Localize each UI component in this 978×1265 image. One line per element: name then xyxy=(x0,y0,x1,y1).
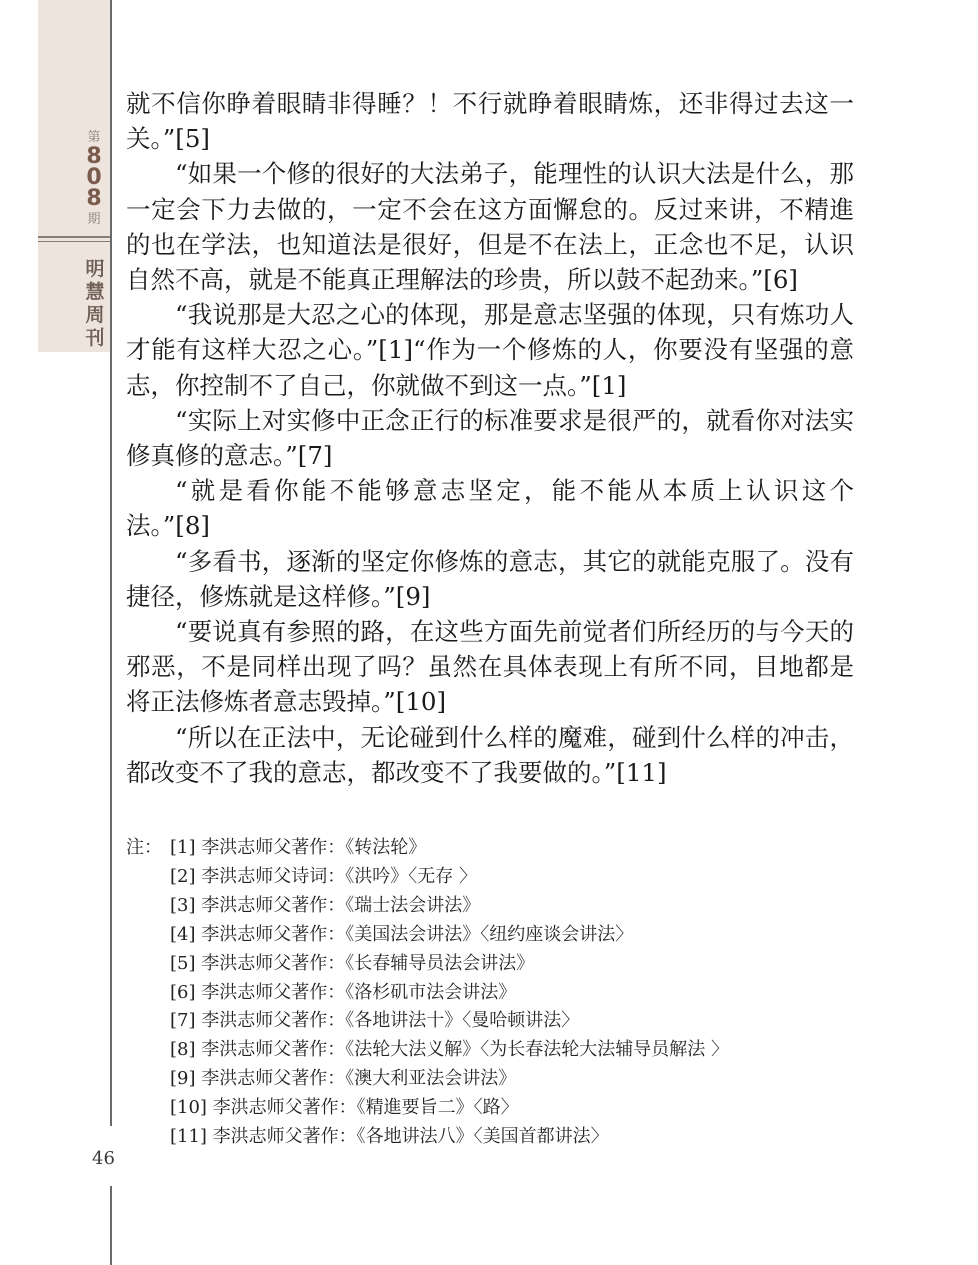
issue-prefix: 第 xyxy=(87,130,101,145)
issue-suffix: 期 xyxy=(87,212,101,227)
footnote-item: [11] 李洪志师父著作：《各地讲法八》〈美国首都讲法〉 xyxy=(170,1126,609,1148)
paragraph: “如果一个修的很好的大法弟子，能理性的认识大法是什么，那一定会下力去做的，一定不会在这方面懈怠的。反过来讲，不精進的也在学法，也知道法是很好，但是不在法上，正念也不足，认识自然不高，就是不能真正理解法的珍贵，所以鼓不起劲来。”[6] xyxy=(126,159,854,295)
paragraph: “要说真有参照的路，在这些方面先前觉者们所经历的与今天的邪恶，不是同样出现了吗？虽然在具体表现上有所不同，目地都是将正法修炼者意志毁掉。”[10] xyxy=(126,617,854,717)
sidebar-divider xyxy=(38,236,110,238)
footnote-item: [4] 李洪志师父著作：《美国法会讲法》〈纽约座谈会讲法〉 xyxy=(170,923,634,945)
footnote-item: [7] 李洪志师父著作：《各地讲法十》〈曼哈顿讲法〉 xyxy=(170,1010,580,1032)
page-number: 46 xyxy=(92,1148,115,1169)
footnote-item: [5] 李洪志师父著作：《长春辅导员法会讲法》 xyxy=(170,952,535,974)
footnote-item: 注： [1] 李洪志师父著作：《转法轮》 xyxy=(126,834,866,863)
footnote-item: [8] 李洪志师父著作：《法轮大法义解》〈为长春法轮大法辅导员解法 〉 xyxy=(170,1039,729,1061)
issue-number-digits: 8 0 8 xyxy=(86,144,102,211)
article-body xyxy=(126,86,854,790)
footnotes-label: 注： xyxy=(126,837,162,858)
footnote-item: [9] 李洪志师父著作：《澳大利亚法会讲法》 xyxy=(170,1068,517,1090)
margin-rule-bottom xyxy=(110,1186,112,1265)
footnote-item: [3] 李洪志师父著作：《瑞士法会讲法》 xyxy=(170,894,481,916)
magazine-title-chars: 明 慧 周 刊 xyxy=(85,258,105,349)
issue-number xyxy=(80,146,108,209)
paragraph: “我说那是大忍之心的体现，那是意志坚强的体现，只有炼功人才能有这样大忍之心。”[1]“作为一个修炼的人，你要没有坚强的意志，你控制不了自己，你就做不到这一点。”[1] xyxy=(126,300,854,400)
paragraph: 就不信你睁着眼睛非得睡？！不行就睁着眼睛炼，还非得过去这一关。”[5] xyxy=(126,89,854,154)
footnote-item: [2] 李洪志师父诗词：《洪吟》〈无存 〉 xyxy=(170,865,477,887)
paragraph: “就是看你能不能够意志坚定，能不能从本质上认识这个法。”[8] xyxy=(126,476,854,541)
paragraph: “实际上对实修中正念正行的标准要求是很严的，就看你对法实修真修的意志。”[7] xyxy=(126,405,854,471)
footnote-item: [6] 李洪志师父著作：《洛杉矶市法会讲法》 xyxy=(170,981,517,1003)
magazine-title xyxy=(82,258,108,350)
margin-rule-top xyxy=(110,0,112,1126)
sidebar-divider-thin xyxy=(38,241,110,242)
paragraph: “所以在正法中，无论碰到什么样的魔难，碰到什么样的冲击，都改变不了我的意志，都改变不了我要做的。”[11] xyxy=(126,722,854,787)
footnote-item: [10] 李洪志师父著作：《精進要旨二》〈路〉 xyxy=(170,1097,519,1119)
footnotes xyxy=(126,834,866,1152)
paragraph: “多看书，逐渐的坚定你修炼的意志，其它的就能克服了。没有捷径，修炼就是这样修。”[9] xyxy=(126,546,854,611)
